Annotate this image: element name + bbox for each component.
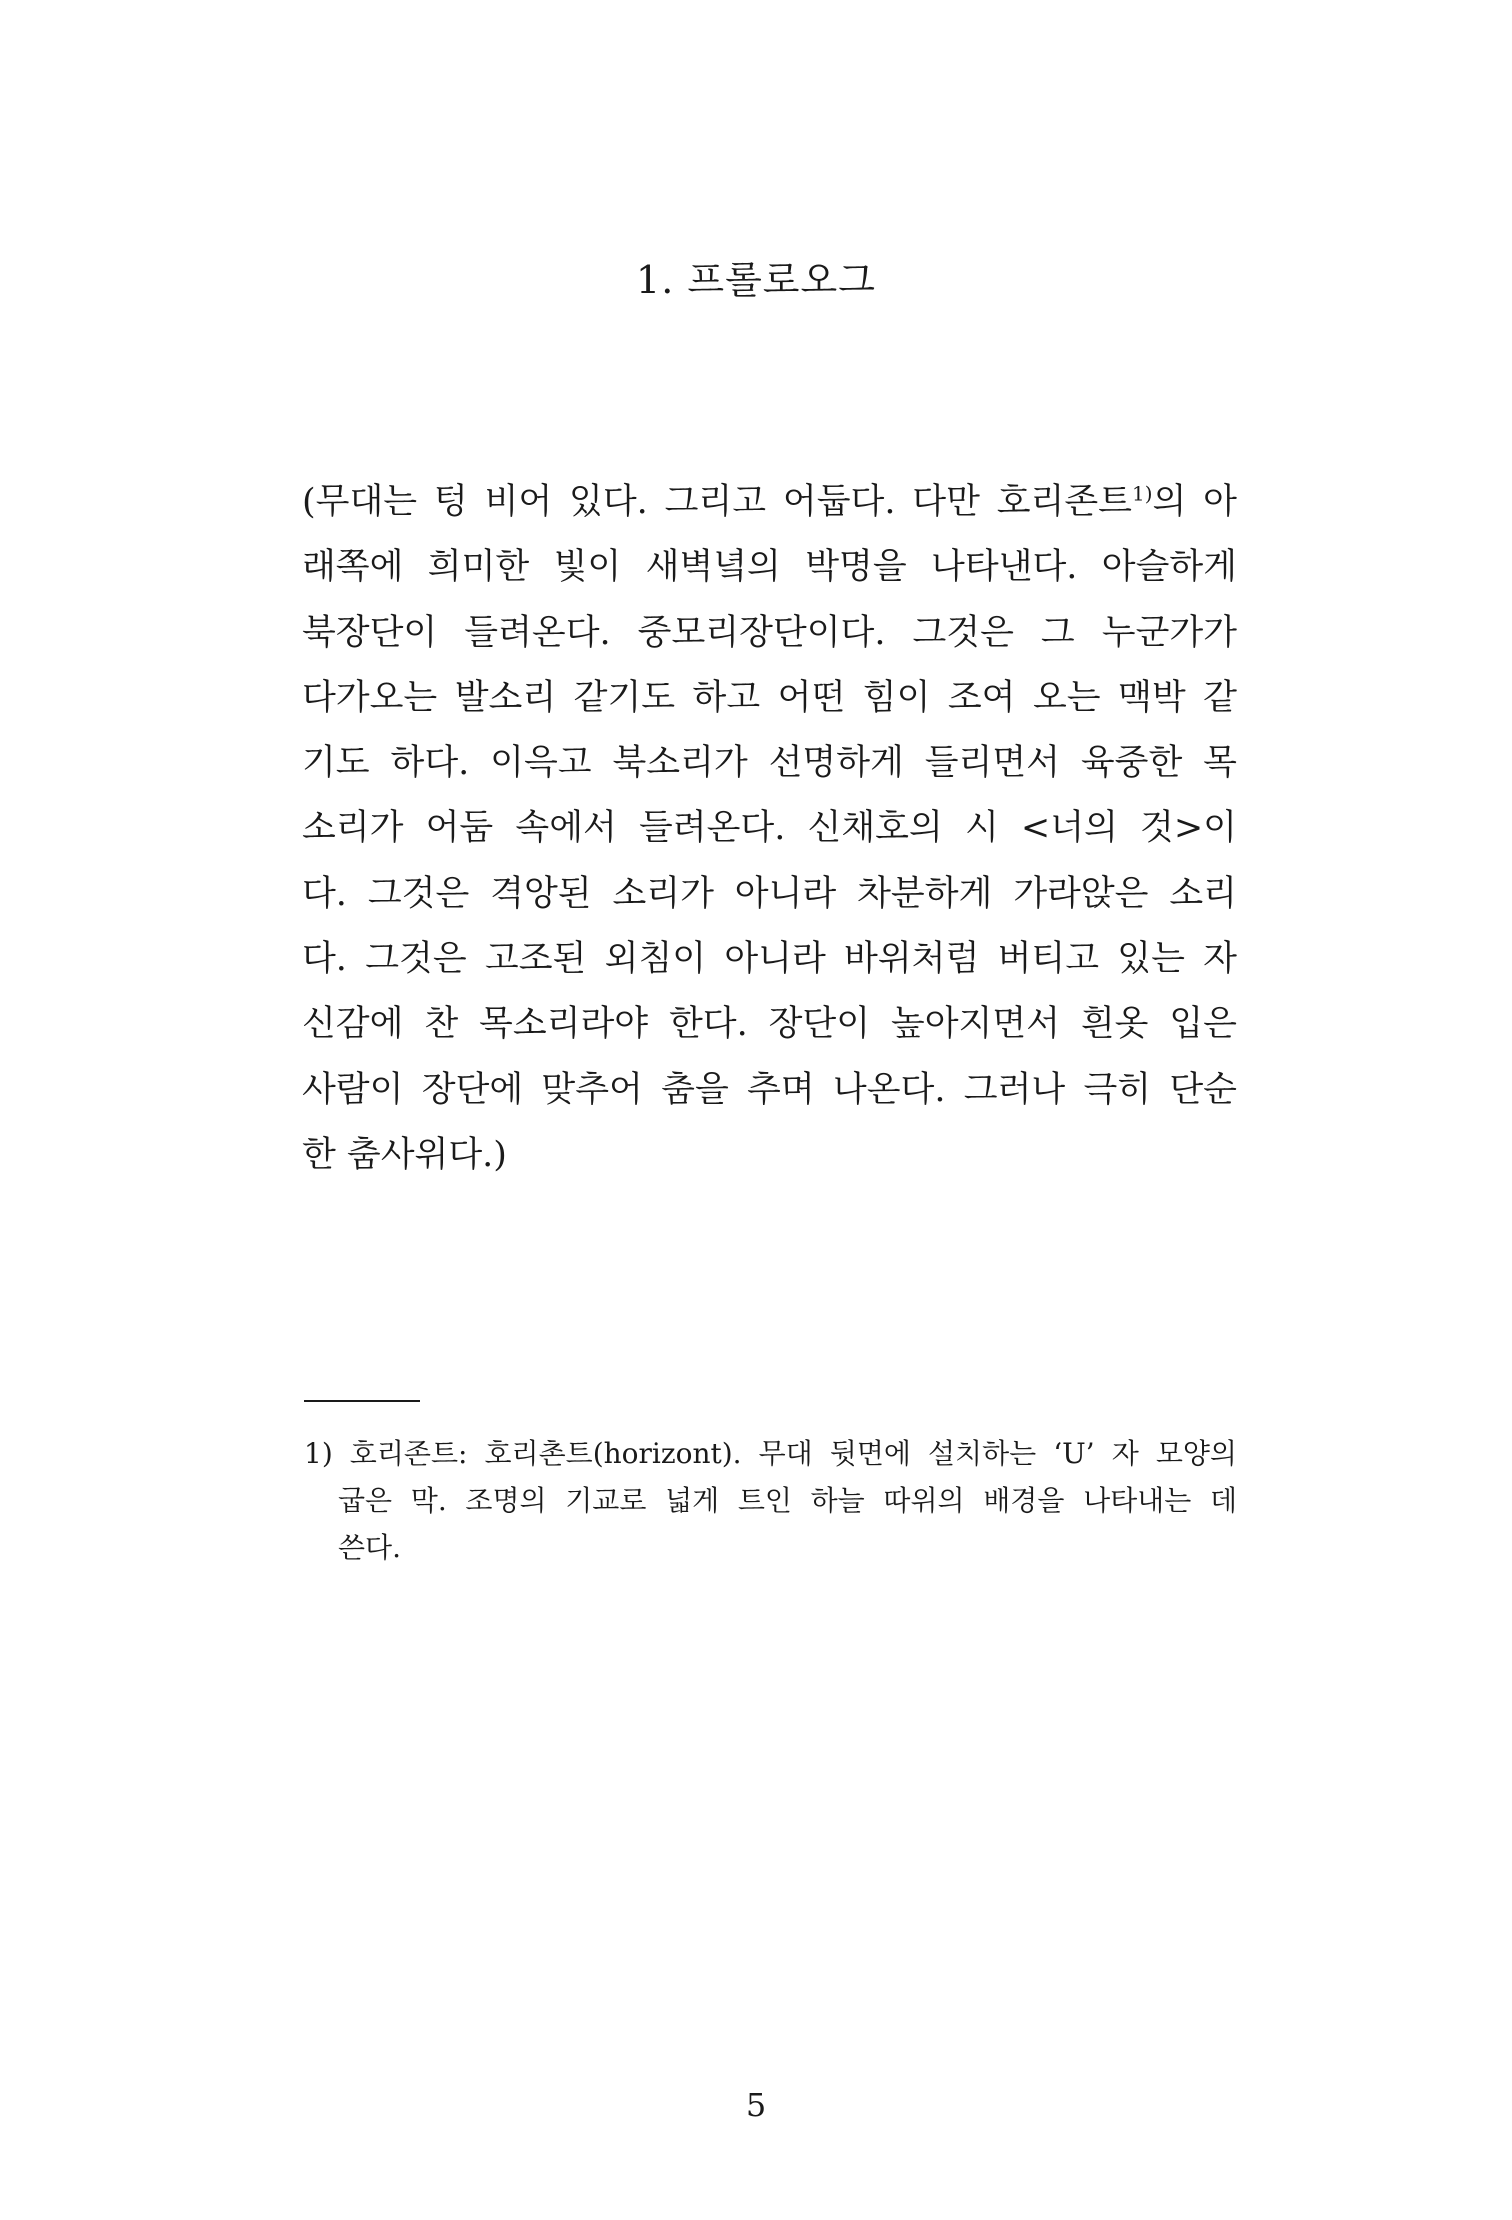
chapter-title: 1. 프롤로오그 xyxy=(636,258,876,302)
footnote-line-1: 1) 호리존트: 호리촌트(horizont). 무대 뒷면에 설치하는 ‘U’ 자 모양의 xyxy=(304,1437,1237,1470)
body-line-10: 사람이 장단에 맞추어 춤을 추며 나온다. 그러나 극히 단순 xyxy=(302,1069,1237,1110)
body-line-6: 소리가 어둠 속에서 들려온다. 신채호의 시 <너의 것>이 xyxy=(302,808,1237,849)
body-line-1-tail: 의 아 xyxy=(1152,482,1237,522)
footnote xyxy=(304,1430,1237,1571)
body-line-8: 다. 그것은 고조된 외침이 아니라 바위처럼 버티고 있는 자 xyxy=(302,939,1237,980)
body-line-4: 다가오는 발소리 같기도 하고 어떤 힘이 조여 오는 맥박 같 xyxy=(302,677,1237,718)
page-number: 5 xyxy=(745,2086,767,2124)
footnote-divider xyxy=(304,1400,420,1402)
footnote-line-3: 쓴다. xyxy=(338,1531,401,1564)
footnote-line-2: 굽은 막. 조명의 기교로 넓게 트인 하늘 따위의 배경을 나타내는 데 xyxy=(338,1484,1237,1517)
stage-direction-paragraph xyxy=(302,470,1237,1188)
body-line-3: 북장단이 들려온다. 중모리장단이다. 그것은 그 누군가가 xyxy=(302,612,1237,653)
body-line-11: 한 춤사위다.) xyxy=(302,1134,507,1175)
body-line-2: 래쪽에 희미한 빛이 새벽녘의 박명을 나타낸다. 아슬하게 xyxy=(302,547,1237,588)
body-line-9: 신감에 찬 목소리라야 한다. 장단이 높아지면서 흰옷 입은 xyxy=(302,1004,1237,1045)
body-line-5: 기도 하다. 이윽고 북소리가 선명하게 들리면서 육중한 목 xyxy=(302,743,1237,784)
body-line-1-text: (무대는 텅 비어 있다. 그리고 어둡다. 다만 호리존트 xyxy=(302,482,1132,522)
body-line-7: 다. 그것은 격앙된 소리가 아니라 차분하게 가라앉은 소리 xyxy=(302,873,1237,914)
body-line-1 xyxy=(302,470,1237,535)
footnote-reference[interactable]: 1) xyxy=(1132,481,1153,506)
